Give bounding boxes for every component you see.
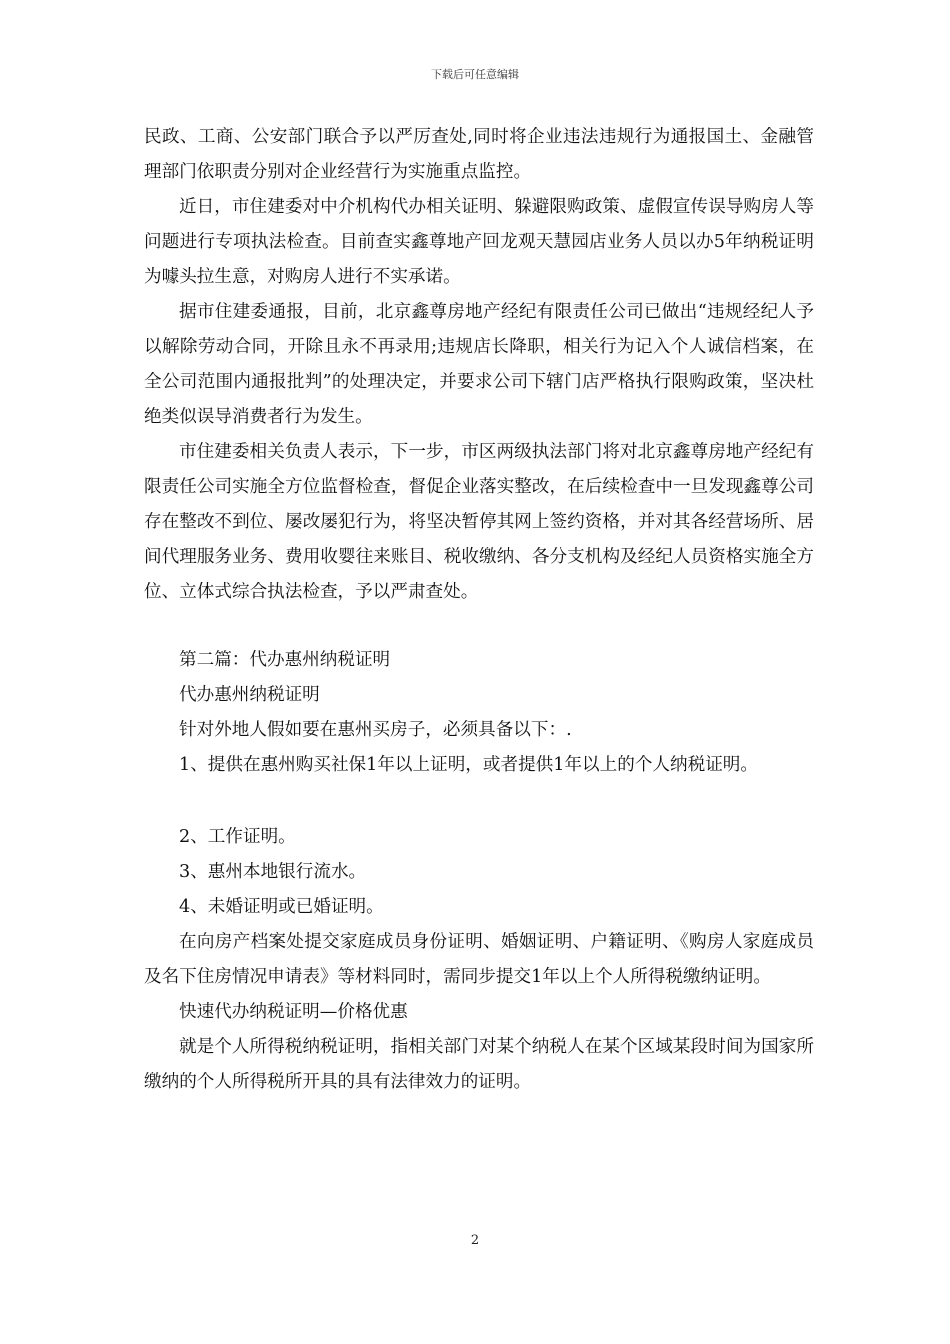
document-body <box>144 120 814 1100</box>
section-heading: 第二篇：代办惠州纳税证明 <box>179 650 391 670</box>
paragraph-submission: 在向房产档案处提交家庭成员身份证明、婚姻证明、户籍证明、《购房人家庭成员及名下住房情况申请表》等材料同时，需同步提交1年以上个人所得税缴纳证明。 <box>144 932 814 987</box>
list-item-1: 1、提供在惠州购买社保1年以上证明，或者提供1年以上的个人纳税证明。 <box>179 755 758 775</box>
paragraph-requirements-intro: 针对外地人假如要在惠州买房子，必须具备以下：. <box>179 720 572 740</box>
paragraph-continued: 民政、工商、公安部门联合予以严厉查处,同时将企业违法违规行为通报国土、金融管理部门依职责分别对企业经营行为实施重点监控。 <box>144 127 814 182</box>
list-item-3: 3、惠州本地银行流水。 <box>179 862 367 882</box>
paragraph-definition: 就是个人所得税纳税证明，指相关部门对某个纳税人在某个区域某段时间为国家所缴纳的个人所得税所开具的具有法律效力的证明。 <box>144 1037 814 1092</box>
list-item-2: 2、工作证明。 <box>179 827 296 847</box>
paragraph-fast-service: 快速代办纳税证明—价格优惠 <box>179 1002 408 1022</box>
paragraph-notice: 据市住建委通报，目前，北京鑫尊房地产经纪有限责任公司已做出“违规经纪人予以解除劳动合同，开除且永不再录用;违规店长降职，相关行为记入个人诚信档案，在全公司范围内通报批判”的处理决定，并要求公司下辖门店严格执行限购政策，坚决杜绝类似误导消费者行为发生。 <box>144 302 814 427</box>
paragraph-next-step: 市住建委相关负责人表示，下一步，市区两级执法部门将对北京鑫尊房地产经纪有限责任公司实施全方位监督检查，督促企业落实整改，在后续检查中一旦发现鑫尊公司存在整改不到位、屡改屡犯行为，将坚决暂停其网上签约资格，并对其各经营场所、居间代理服务业务、费用收婴往来账目、税收缴纳、各分支机构及经纪人员资格实施全方位、立体式综合执法检查，予以严肃查处。 <box>144 442 814 602</box>
paragraph-inspection: 近日，市住建委对中介机构代办相关证明、躲避限购政策、虚假宣传误导购房人等问题进行专项执法检查。目前查实鑫尊地产回龙观天慧园店业务人员以办5年纳税证明为噱头拉生意，对购房人进行不实承诺。 <box>144 197 814 287</box>
list-item-4: 4、未婚证明或已婚证明。 <box>179 897 384 917</box>
page-number: 2 <box>470 1233 480 1248</box>
page-header: 下载后可任意编辑 <box>431 68 519 81</box>
section-subtitle: 代办惠州纳税证明 <box>179 685 320 705</box>
